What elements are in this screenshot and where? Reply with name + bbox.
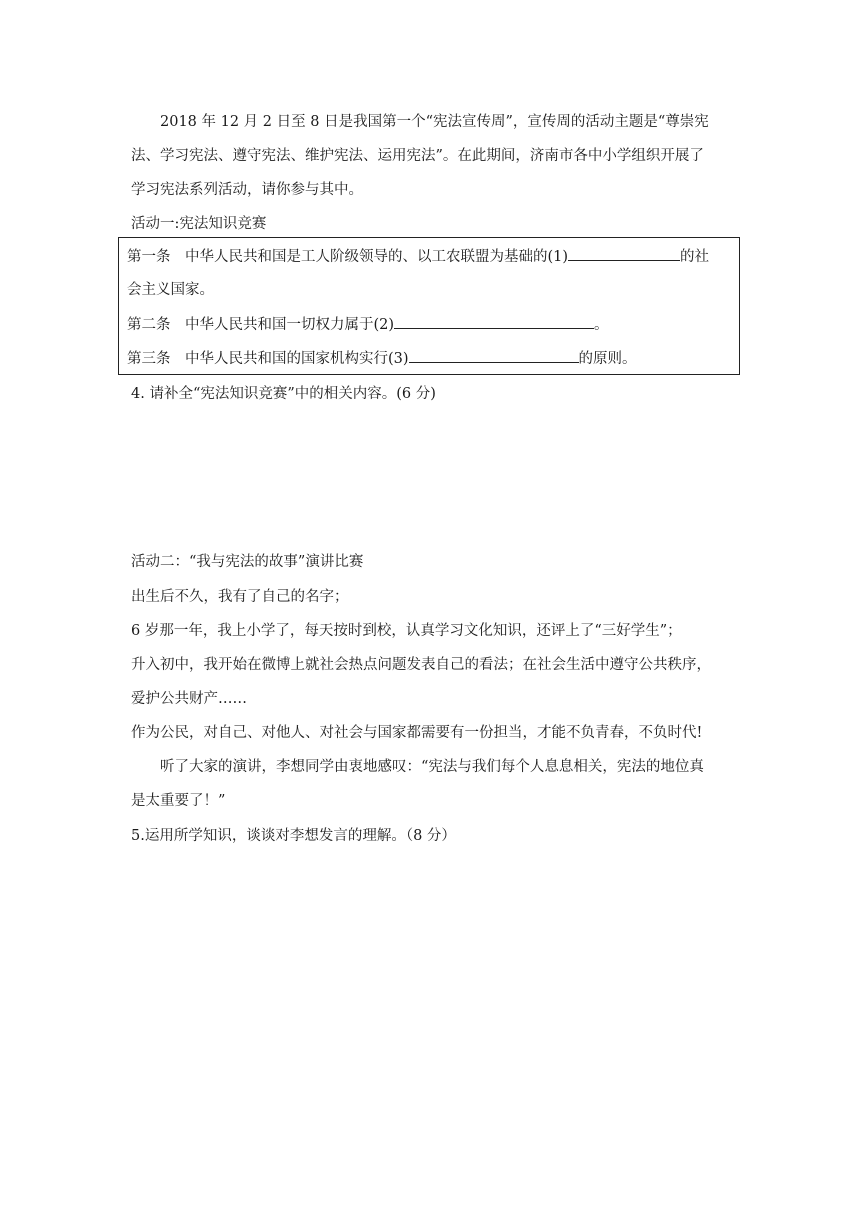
article-1-line-2: 会主义国家。 [127, 282, 214, 298]
blank-2[interactable] [394, 314, 594, 329]
question-4: 4. 请补全“宪法知识竞赛”中的相关内容。(6 分) [131, 386, 436, 402]
article-3-line [127, 348, 637, 369]
question-5: 5.运用所学知识，谈谈对李想发言的理解。（8 分） [131, 828, 456, 844]
speech-line-5b: 是太重要了！” [131, 793, 226, 809]
intro-line-3: 学习宪法系列活动，请你参与其中。 [131, 182, 363, 198]
article-2-text-b: 。 [594, 317, 609, 333]
article-2-text-a: 第二条 中华人民共和国一切权力属于(2) [127, 317, 395, 333]
speech-line-4: 作为公民，对自己、对他人、对社会与国家都需要有一份担当，才能不负青春，不负时代! [131, 725, 703, 741]
article-2-line [127, 314, 609, 335]
activity1-title: 活动一:宪法知识竞赛 [131, 216, 267, 232]
blank-1[interactable] [568, 246, 680, 261]
speech-line-1: 出生后不久，我有了自己的名字； [131, 589, 349, 605]
article-3-text-b: 的原则。 [578, 351, 637, 367]
intro-line-2: 法、学习宪法、遵守宪法、维护宪法、运用宪法”。在此期间，济南市各中小学组织开展了 [131, 148, 704, 164]
article-1-line-1 [127, 246, 709, 267]
article-1-text-a: 第一条 中华人民共和国是工人阶级领导的、以工农联盟为基础的(1) [127, 249, 569, 265]
speech-line-2: 6 岁那一年，我上小学了，每天按时到校，认真学习文化知识，还评上了“三好学生”； [131, 623, 682, 639]
speech-line-3a: 升入初中，我开始在微博上就社会热点问题发表自己的看法；在社会生活中遵守公共秩序， [131, 657, 711, 673]
speech-line-3b: 爱护公共财产…… [131, 691, 247, 707]
article-1-text-b: 的社 [680, 249, 710, 265]
intro-line-1: 2018 年 12 月 2 日至 8 日是我国第一个“宪法宣传周”，宣传周的活动主题是“尊崇宪 [160, 114, 709, 130]
article-3-text-a: 第三条 中华人民共和国的国家机构实行(3) [127, 351, 409, 367]
constitution-articles-box [118, 237, 740, 375]
activity2-title: 活动二：“我与宪法的故事”演讲比赛 [131, 554, 364, 570]
blank-3[interactable] [409, 348, 579, 363]
speech-line-5a: 听了大家的演讲，李想同学由衷地感叹：“宪法与我们每个人息息相关，宪法的地位真 [160, 759, 704, 775]
